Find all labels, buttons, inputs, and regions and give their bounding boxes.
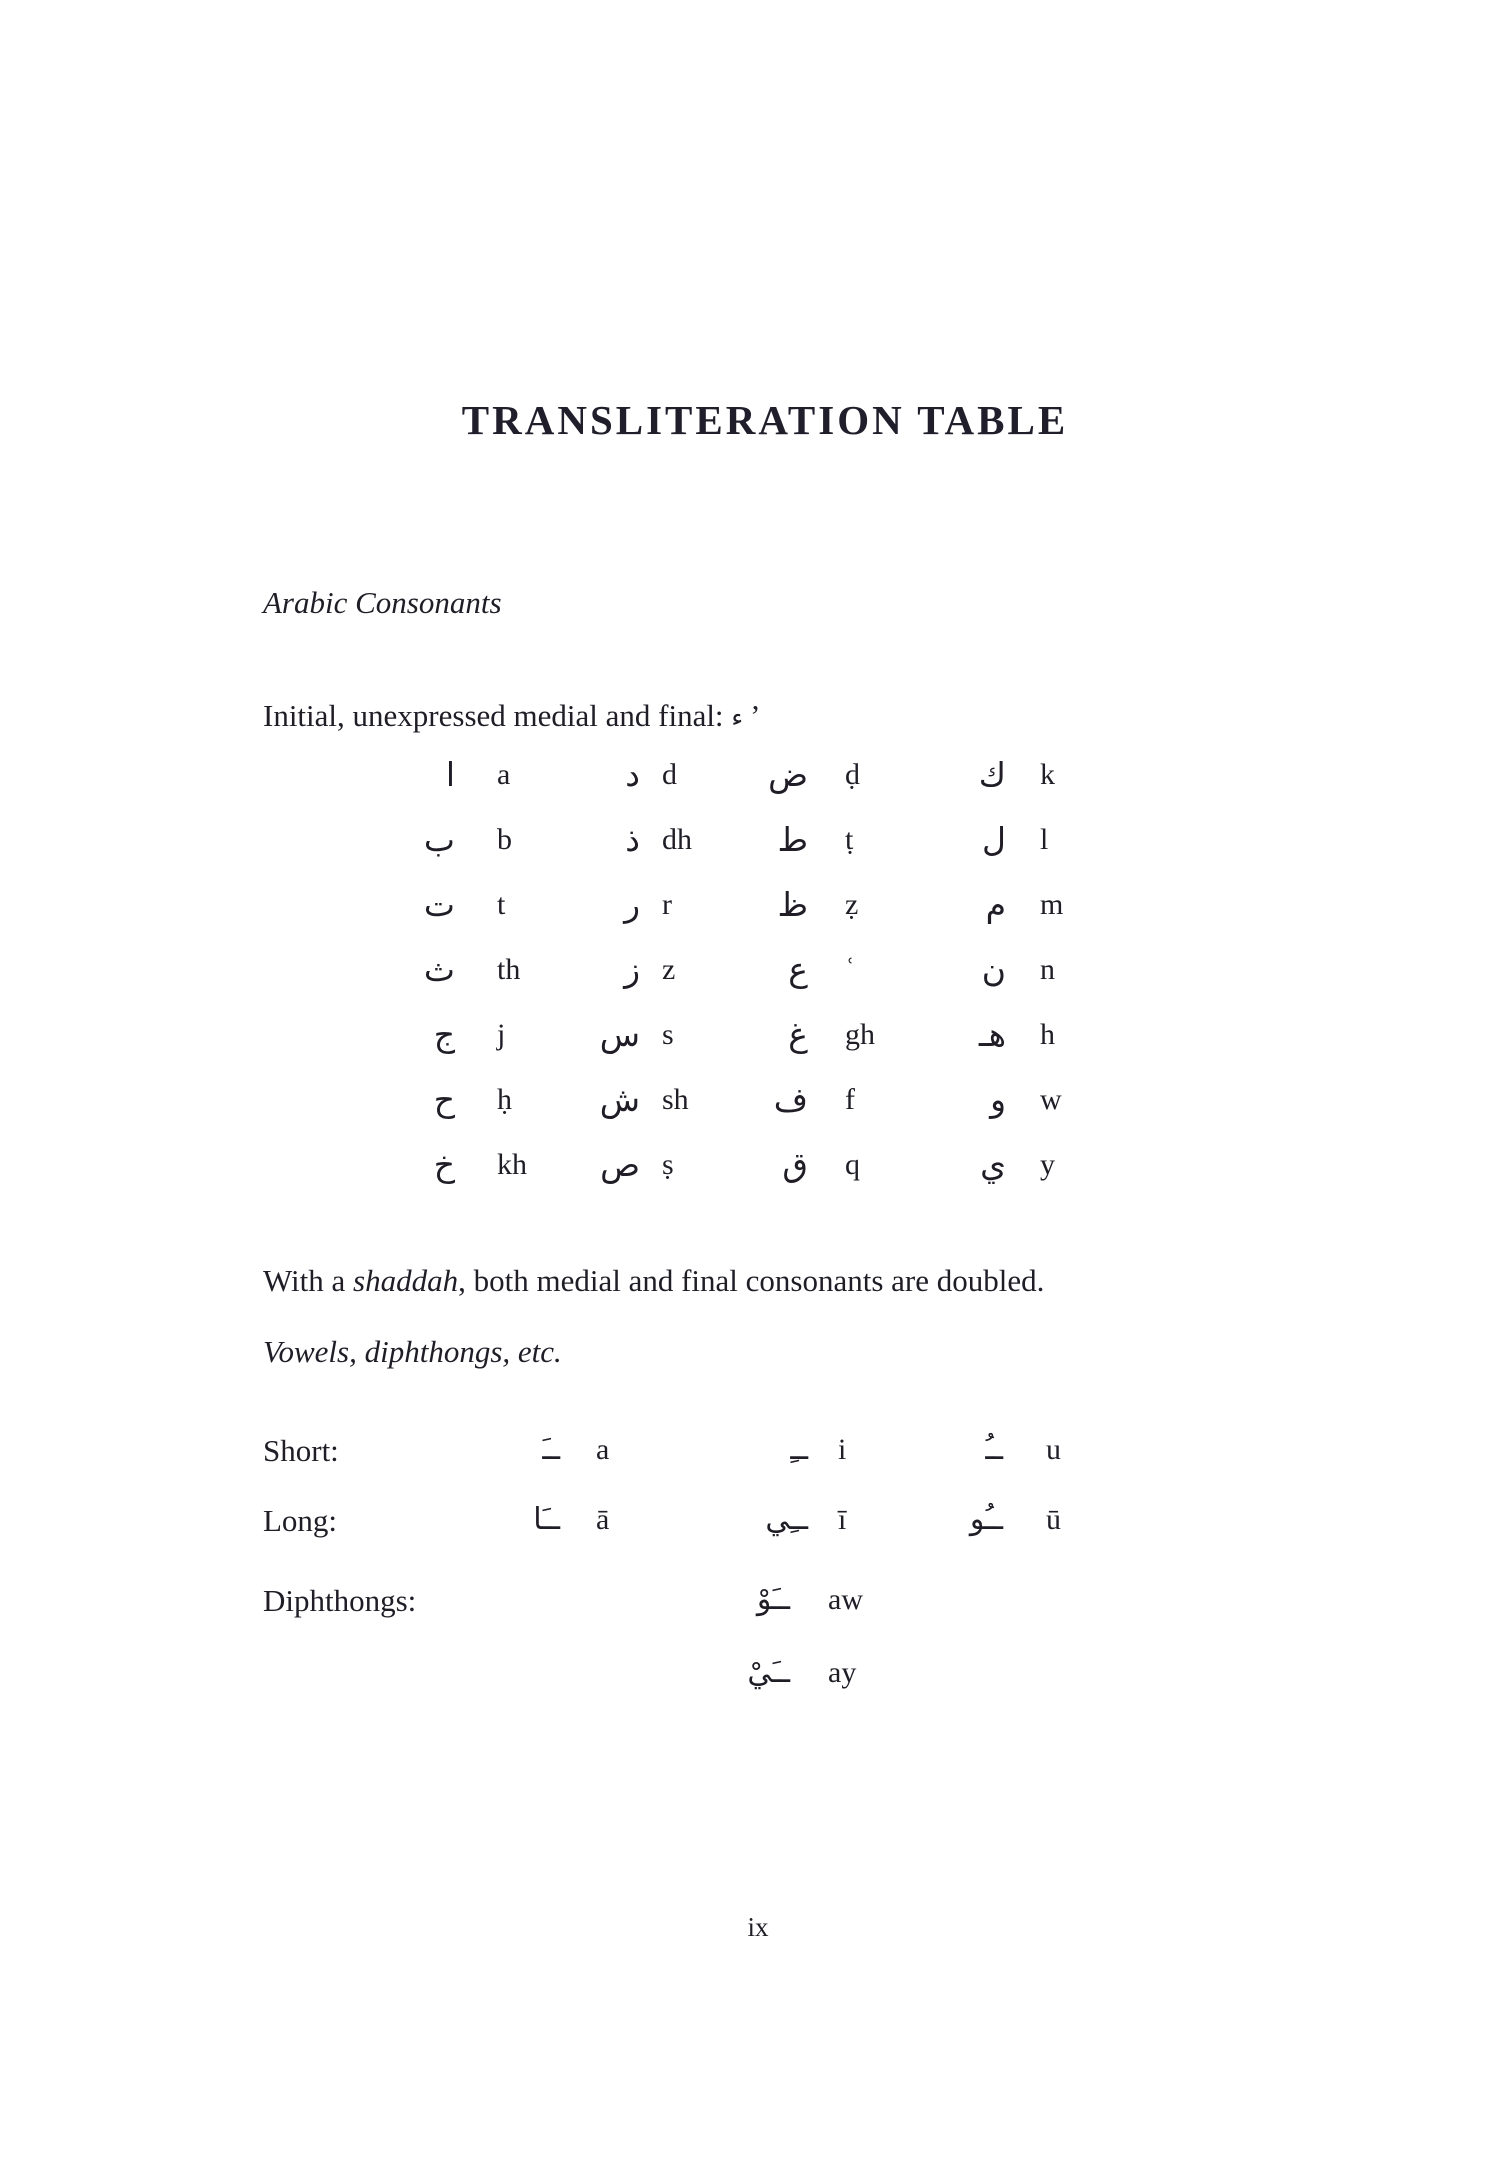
arabic-letter: ع — [788, 950, 808, 989]
short-vowels-row — [0, 1432, 1500, 1492]
damma-mark: ــُ — [985, 1432, 1003, 1467]
arabic-letter: خ — [433, 1145, 455, 1184]
shaddah-note-before: With a — [263, 1263, 354, 1298]
long-vowels-row — [0, 1502, 1500, 1562]
latin-transliteration: w — [1040, 1082, 1062, 1116]
latin-transliteration: y — [1040, 1147, 1055, 1181]
arabic-letter: ك — [978, 755, 1006, 794]
arabic-letter: ب — [423, 820, 455, 859]
arabic-letter: م — [985, 885, 1006, 924]
arabic-letter: و — [990, 1080, 1006, 1119]
arabic-letter: غ — [788, 1015, 808, 1054]
latin-transliteration: ṭ — [845, 822, 854, 856]
latin-transliteration: h — [1040, 1017, 1055, 1051]
initial-hamza-line — [263, 697, 760, 736]
latin-transliteration: ā — [596, 1503, 610, 1536]
initial-hamza-text: Initial, unexpressed medial and final: — [263, 698, 732, 733]
latin-transliteration: sh — [662, 1082, 689, 1116]
section-heading-arabic-consonants: Arabic Consonants — [263, 585, 502, 620]
hamza-glyph: ء — [731, 703, 744, 732]
latin-transliteration: z — [662, 952, 676, 986]
latin-transliteration: t — [497, 887, 506, 921]
fatha-mark: ــَ — [542, 1432, 560, 1467]
latin-transliteration: l — [1040, 822, 1049, 856]
arabic-letter: ص — [600, 1145, 640, 1184]
arabic-letter: ي — [980, 1145, 1006, 1184]
latin-transliteration: a — [596, 1433, 610, 1466]
arabic-letter: ت — [423, 885, 455, 924]
arabic-letter: ض — [768, 755, 808, 794]
latin-transliteration: ṣ — [662, 1147, 674, 1181]
hamza-apostrophe: ’ — [750, 698, 761, 733]
latin-transliteration: r — [662, 887, 672, 921]
latin-transliteration: dh — [662, 822, 692, 856]
diphthongs-label: Diphthongs: — [263, 1583, 417, 1618]
consonant-table — [395, 742, 1086, 1197]
long-a-mark: ــَا — [533, 1502, 560, 1537]
latin-transliteration: kh — [497, 1147, 527, 1181]
arabic-letter: ش — [599, 1080, 640, 1119]
arabic-letter: ث — [423, 950, 455, 989]
kasra-mark: ــِ — [790, 1432, 808, 1467]
arabic-letter: هـ — [978, 1015, 1006, 1054]
aw-mark: ــَوْ — [756, 1582, 790, 1617]
long-u-mark: ــُو — [969, 1502, 1003, 1537]
page-title: TRANSLITERATION TABLE — [461, 397, 1069, 443]
latin-transliteration: m — [1040, 887, 1064, 921]
latin-transliteration: a — [497, 757, 511, 791]
diphthongs-row-aw — [0, 1582, 1500, 1642]
arabic-letter: ق — [782, 1145, 808, 1184]
shaddah-italic-word: shaddah — [353, 1263, 459, 1298]
latin-transliteration: gh — [845, 1017, 875, 1051]
latin-transliteration: th — [497, 952, 521, 986]
section-heading-vowels: Vowels, diphthongs, etc. — [263, 1334, 562, 1369]
short-label: Short: — [263, 1433, 339, 1468]
latin-transliteration: f — [845, 1082, 855, 1116]
latin-transliteration: q — [845, 1147, 860, 1181]
latin-transliteration: ẓ — [845, 887, 859, 921]
shaddah-note-after: , both medial and final consonants are doubled. — [458, 1263, 1045, 1298]
arabic-letter: ا — [445, 755, 455, 794]
arabic-letter: ر — [624, 885, 640, 924]
latin-transliteration: k — [1040, 757, 1055, 791]
latin-transliteration: ḥ — [497, 1082, 512, 1116]
latin-transliteration: ḍ — [845, 757, 860, 791]
ay-mark: ــَيْ — [747, 1655, 790, 1690]
diphthongs-row-ay — [0, 1655, 1500, 1715]
latin-transliteration: ī — [838, 1503, 847, 1536]
arabic-letter: ن — [981, 950, 1006, 989]
arabic-letter: ذ — [625, 820, 640, 859]
arabic-letter: د — [625, 755, 640, 794]
arabic-letter: ز — [624, 950, 640, 989]
arabic-letter: س — [599, 1015, 640, 1054]
arabic-letter: ج — [433, 1015, 455, 1054]
page-number: ix — [747, 1912, 769, 1942]
latin-transliteration: i — [838, 1433, 847, 1466]
latin-transliteration: s — [662, 1017, 674, 1051]
latin-transliteration: ay — [828, 1656, 857, 1689]
latin-transliteration: aw — [828, 1583, 863, 1616]
arabic-letter: ف — [773, 1080, 808, 1119]
long-i-mark: ــِي — [765, 1502, 808, 1537]
long-label: Long: — [263, 1503, 338, 1538]
shaddah-note — [263, 1262, 1044, 1301]
arabic-letter: ل — [982, 820, 1006, 859]
arabic-letter: ظ — [777, 885, 808, 924]
arabic-letter: ح — [433, 1080, 455, 1119]
latin-transliteration: n — [1040, 952, 1055, 986]
latin-transliteration: b — [497, 822, 512, 856]
latin-transliteration: ū — [1046, 1503, 1061, 1536]
latin-transliteration: u — [1046, 1433, 1061, 1466]
latin-transliteration: d — [662, 757, 677, 791]
latin-transliteration: ʿ — [845, 952, 855, 986]
arabic-letter: ط — [777, 820, 808, 859]
latin-transliteration: j — [497, 1017, 506, 1051]
